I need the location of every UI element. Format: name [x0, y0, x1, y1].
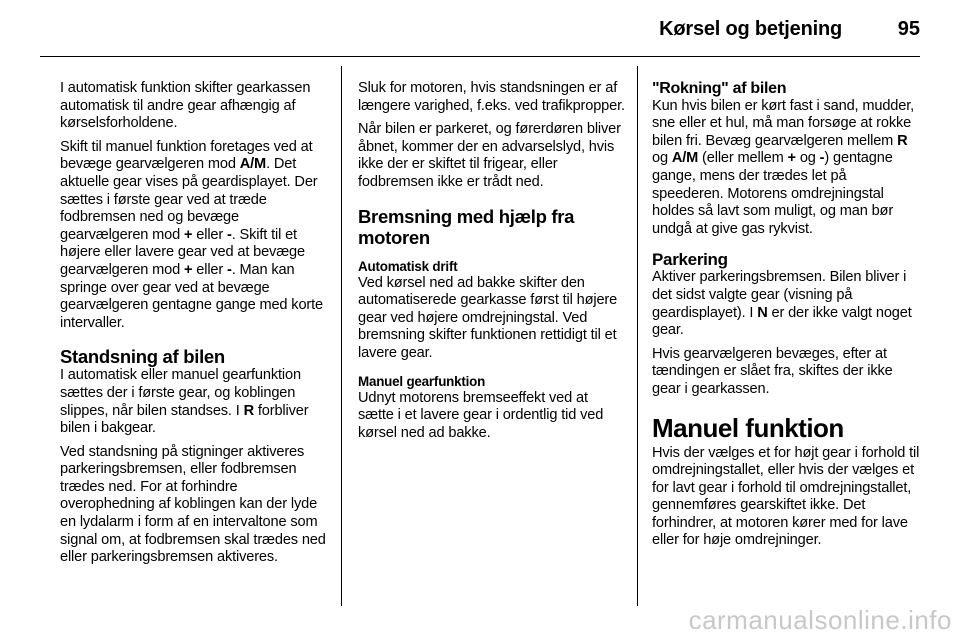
- header-divider: [40, 56, 920, 57]
- section-heading: Standsning af bilen: [60, 346, 225, 368]
- paragraph: I automatisk eller manuel gearfunktion sættes der i første gear, og koblingen slippes, når bilen standses. I R forbliver bilen i bakgear.: [60, 367, 309, 437]
- watermark: carmanualsonline.info: [688, 605, 952, 635]
- column-1: [60, 80, 328, 573]
- column-divider-2: [637, 66, 638, 606]
- paragraph: Hvis gearvælgeren bevæges, efter at tændingen er slået fra, skiftes der ikke gear i gearkassen.: [652, 345, 893, 397]
- paragraph: Hvis der vælges et for højt gear i forhold til omdrejningstallet, eller hvis der vælges et for lavt gear i forhold til omdrejningstallet, gennemføres gearskiftet ikke. Det forhindrer, at motoren kører med for lave eller for høje omdrejninger.: [652, 444, 920, 549]
- paragraph: Kun hvis bilen er kørt fast i sand, mudder, sne eller et hul, må man forsøge at rokke bilen fri. Bevæg gearvælgeren mellem R og A/M (eller mellem + og -) gentagne gange, mens der trædes let på speederen. Motorens omdrejningstal holdes så lavt som muligt, og man bør undgå at give gas rykvist.: [652, 97, 915, 237]
- paragraph: Sluk for motoren, hvis standsningen er af længere varighed, f.eks. ved trafikpropper.: [358, 80, 625, 114]
- paragraph: Skift til manuel funktion foretages ved at bevæge gearvælgeren mod A/M. Det aktuelle gear vises på geardisplayet. Der sættes i første gear ved at træde fodbremsen ned og bevæge gearvælgeren mod + eller -. Skift til et højere eller lavere gear ved at bevæge gearvælgeren mod + eller -. Man kan springe over gear ved at bevæge gearvælgeren gentagne gange med korte intervaller.: [60, 138, 324, 331]
- column-divider-1: [341, 66, 342, 606]
- column-2: [358, 80, 626, 448]
- column-3: [652, 80, 920, 556]
- section-heading: Parkering: [652, 250, 728, 270]
- paragraph: Udnyt motorens bremseeffekt ved at sætte i et lavere gear i ordentlig tid ved kørsel ned ad bakke.: [358, 389, 604, 441]
- paragraph: Ved kørsel ned ad bakke skifter den automatiserede gearkasse først til højere gear ved højere omdrejningstal. Ved bremsning skifter funktionen rettidigt til et lavere gear.: [358, 274, 618, 361]
- paragraph: Når bilen er parkeret, og førerdøren bliver åbnet, kommer der en advarselslyd, hvis ikke der er skiftet til frigear, eller fodbremsen ikke er trådt ned.: [358, 121, 621, 190]
- page-header: [0, 0, 960, 60]
- subheading: "Rokning" af bilen: [652, 80, 787, 97]
- paragraph: Aktiver parkeringsbremsen. Bilen bliver i det sidst valgte gear (visning på geardisplayet). I N er der ikke valgt noget gear.: [652, 269, 912, 339]
- chapter-heading: Manuel funktion: [652, 412, 844, 443]
- subheading: Automatisk drift: [358, 258, 458, 274]
- subheading: Manuel gearfunktion: [358, 373, 486, 389]
- paragraph: Ved standsning på stigninger aktiveres parkeringsbremsen, eller fodbremsen trædes ned. For at forhindre overophedning af koblingen kan der lyde en lydalarm i form af en intervaltone som signal om, at fodbremsen skal trædes ned eller parkeringsbremsen aktiveres.: [60, 443, 326, 566]
- section-heading: Bremsning med hjælp fra motoren: [358, 205, 575, 248]
- page-number: 95: [897, 18, 920, 40]
- paragraph: I automatisk funktion skifter gearkassen automatisk til andre gear afhængig af kørselsforholdene.: [60, 80, 311, 132]
- page-title: Kørsel og betjening: [659, 18, 842, 40]
